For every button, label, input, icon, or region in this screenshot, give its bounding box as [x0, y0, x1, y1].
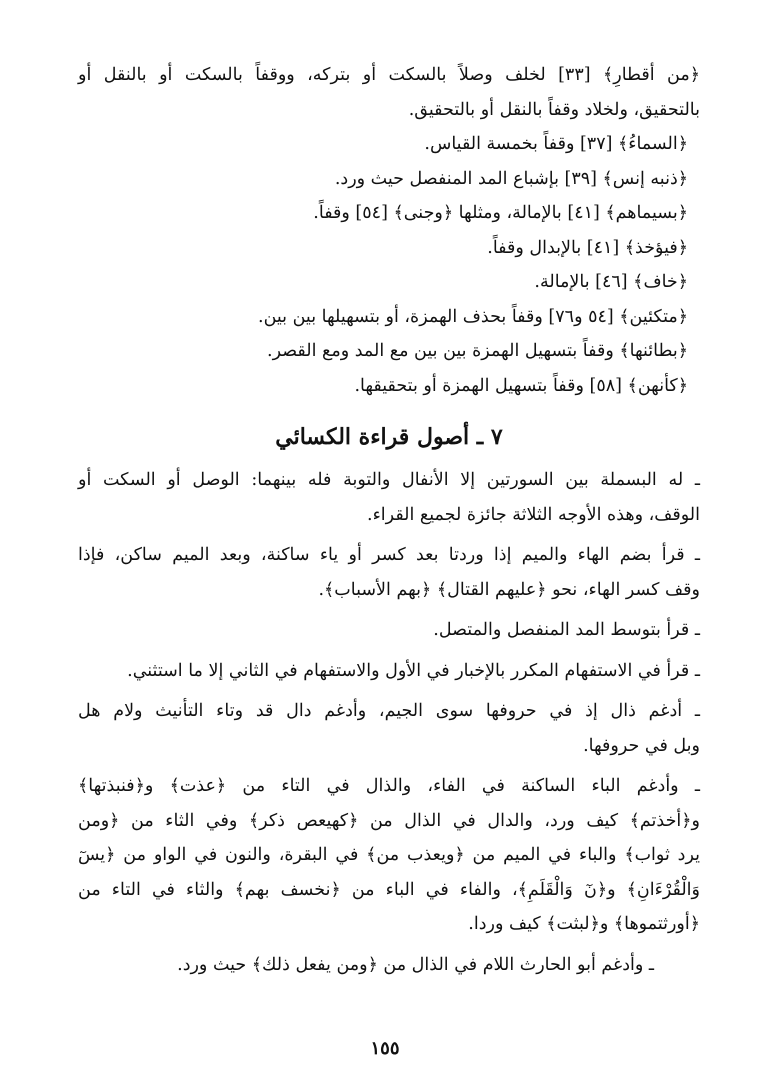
- text-line: بالتحقيق، ولخلاد وقفاً بالنقل أو بالتحقيق.: [408, 99, 700, 120]
- text-line: ـ وأدغم الباء الساكنة في الفاء، والذال في التاء من ﴿عذت﴾ و﴿فنبذتها﴾: [78, 776, 700, 796]
- page-number: ١٥٥: [370, 1038, 400, 1059]
- text-line: ـ له البسملة بين السورتين إلا الأنفال والتوبة فله بينهما: الوصل أو السكت أو: [78, 470, 700, 490]
- text-line: و﴿أخذتم﴾ كيف ورد، والدال في الذال من ﴿كهيعص ذكر﴾ وفي الثاء من ﴿ومن: [78, 810, 700, 831]
- paragraph: [78, 694, 700, 763]
- text-line: ـ قرأ في الاستفهام المكرر بالإخبار في الأول والاستفهام في الثاني إلا ما استثني.: [127, 660, 700, 681]
- text-line: ﴿خاف﴾ [٤٦] بالإمالة.: [534, 272, 688, 292]
- text-line: وَالْقُرْءَانِ﴾ و﴿نٓ وَالْقَلَمِ﴾، والفاء في الباء من ﴿نخسف بهم﴾ والثاء في التاء من: [78, 879, 700, 900]
- paragraph: [78, 538, 700, 607]
- text-line: ـ وأدغم أبو الحارث اللام في الذال من ﴿ومن يفعل ذلك﴾ حيث ورد.: [177, 954, 654, 975]
- paragraph: [78, 654, 700, 689]
- paragraph: [78, 769, 700, 942]
- text-line: وبل في حروفها.: [583, 735, 700, 756]
- paragraph: [78, 613, 700, 648]
- paragraph: [78, 948, 700, 983]
- text-line: يرد ثواب﴾ والباء في الميم من ﴿ويعذب من﴾ في البقرة، والنون في الواو من ﴿يسٓ: [78, 845, 700, 865]
- text-line: ﴿أورثتموها﴾ و﴿لبثت﴾ كيف وردا.: [468, 914, 700, 934]
- text-line: ـ قرأ بضم الهاء والميم إذا وردتا بعد كسر أو ياء ساكنة، وبعد الميم ساكن، فإذا: [78, 545, 700, 565]
- text-line: ـ قرأ بتوسط المد المنفصل والمتصل.: [433, 620, 700, 640]
- text-line: ﴿ذنبه إنس﴾ [٣٩] بإشباع المد المنفصل حيث ورد.: [334, 168, 688, 189]
- text-line: وقف كسر الهاء، نحو ﴿عليهم القتال﴾ ﴿بهم الأسباب﴾.: [318, 579, 700, 600]
- text-line: ﴿من أقطارِ﴾ [٣٣] لخلف وصلاً بالسكت أو بتركه، ووقفاً بالسكت أو بالنقل أو: [78, 65, 700, 85]
- page-body: [78, 58, 700, 982]
- text-line: الوقف، وهذه الأوجه الثلاثة جائزة لجميع القراء.: [367, 504, 700, 525]
- text-line: ـ أدغم ذال إذ في حروفها سوى الجيم، وأدغم دال قد وتاء التأنيث ولام هل: [78, 701, 700, 721]
- text-line: ﴿بطائنها﴾ وقفاً بتسهيل الهمزة بين بين مع المد ومع القصر.: [267, 341, 688, 361]
- text-line: ﴿بسيماهم﴾ [٤١] بالإمالة، ومثلها ﴿وجنى﴾ [٥٤] وقفاً.: [313, 203, 688, 223]
- text-line: ﴿فيؤخذ﴾ [٤١] بالإبدال وقفاً.: [487, 237, 688, 258]
- paragraph: [78, 463, 700, 532]
- text-line: ﴿متكئين﴾ [٥٤ و٧٦] وقفاً بحذف الهمزة، أو بتسهيلها بين بين.: [258, 306, 688, 327]
- text-line: ﴿السماءُ﴾ [٣٧] وقفاً بخمسة القياس.: [424, 134, 688, 154]
- section-heading: ٧ ـ أصول قراءة الكسائي: [275, 424, 503, 450]
- text-line: ﴿كأنهن﴾ [٥٨] وقفاً بتسهيل الهمزة أو بتحقيقها.: [354, 375, 688, 396]
